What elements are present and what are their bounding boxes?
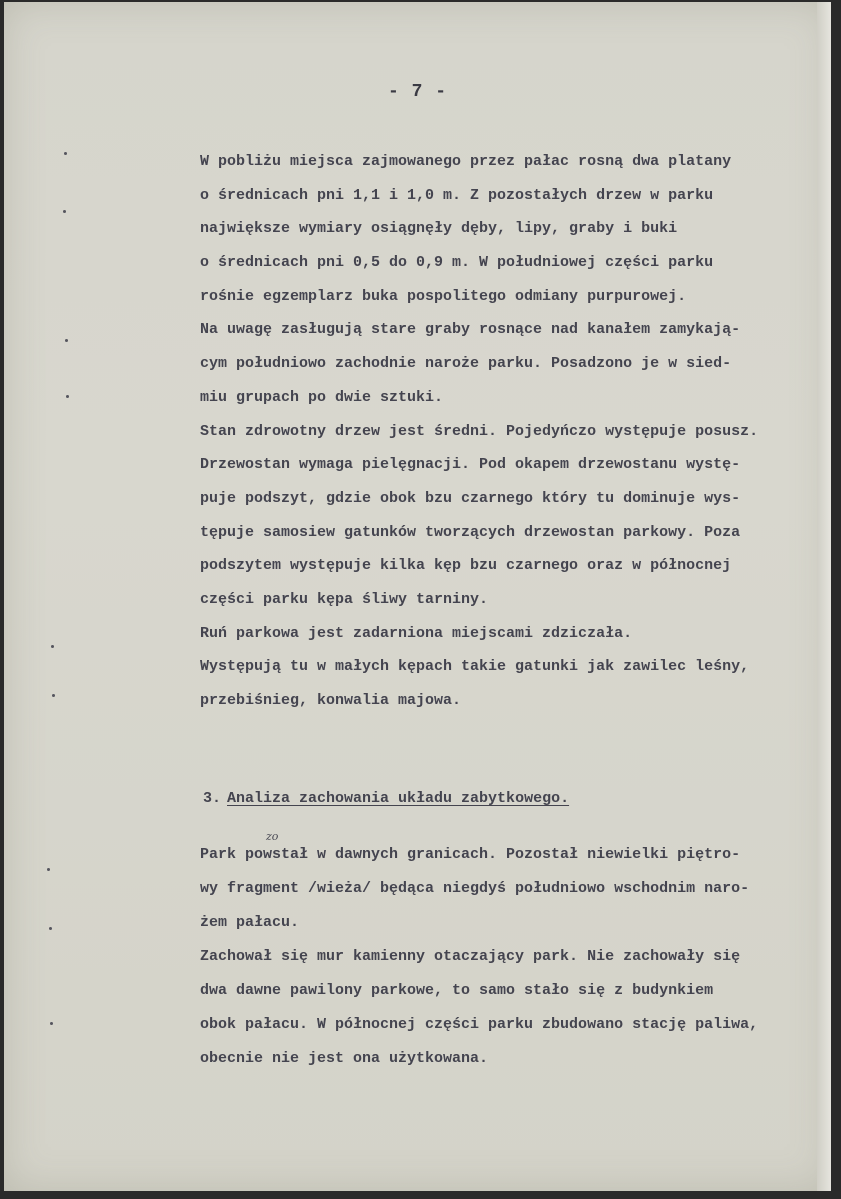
margin-mark	[66, 395, 69, 398]
text-line: przebiśnieg, konwalia majowa.	[200, 692, 462, 709]
text-line: Ruń parkowa jest zadarniona miejscami zdziczała.	[200, 624, 633, 642]
text-line: żem pałacu.	[200, 914, 300, 931]
text-line: obecnie nie jest ona użytkowana.	[200, 1050, 489, 1067]
document-page	[4, 2, 831, 1191]
text-line: o średnicach pni 0,5 do 0,9 m. W południowej części parku	[200, 254, 714, 272]
page-number: - 7 -	[387, 82, 447, 102]
margin-mark	[50, 1022, 53, 1025]
margin-mark	[47, 868, 50, 871]
margin-mark	[63, 210, 66, 213]
text-line: obok pałacu. W północnej części parku zbudowano stację paliwa,	[200, 1016, 759, 1033]
text-line: części parku kępa śliwy tarniny.	[200, 590, 489, 608]
text-line: Na uwagę zasługują stare graby rosnące nad kanałem zamykają-	[200, 321, 741, 339]
text-line: Występują tu w małych kępach takie gatunki jak zawilec leśny,	[200, 658, 750, 676]
margin-mark	[51, 645, 54, 648]
handwritten-annotation: zo	[266, 830, 279, 843]
text-line: największe wymiary osiągnęły dęby, lipy, graby i buki	[200, 220, 678, 238]
text-line: cym południowo zachodnie naroże parku. Posadzono je w sied-	[200, 355, 732, 373]
text-line: o średnicach pni 1,1 i 1,0 m. Z pozostałych drzew w parku	[200, 186, 714, 204]
margin-mark	[52, 694, 55, 697]
section-number: 3.	[203, 790, 222, 807]
section-heading	[203, 790, 569, 807]
text-line: Drzewostan wymaga pielęgnacji. Pod okapem drzewostanu wystę-	[200, 456, 741, 474]
text-line: rośnie egzemplarz buka pospolitego odmiany purpurowej.	[200, 287, 687, 305]
text-line: dwa dawne pawilony parkowe, to samo stało się z budynkiem	[200, 982, 714, 999]
text-line: tępuje samosiew gatunków tworzących drzewostan parkowy. Poza	[200, 523, 741, 541]
text-line: puje podszyt, gdzie obok bzu czarnego który tu dominuje wys-	[200, 489, 741, 507]
text-line: podszytem występuje kilka kęp bzu czarnego oraz w północnej	[200, 557, 732, 575]
paragraph-preservation	[200, 838, 830, 1076]
text-line: miu grupach po dwie sztuki.	[200, 388, 444, 406]
section-title: Analiza zachowania układu zabytkowego.	[227, 790, 570, 807]
text-line: Park powstał w dawnych granicach. Pozostał niewielki piętro-	[200, 846, 741, 863]
margin-mark	[65, 339, 68, 342]
margin-mark	[49, 927, 52, 930]
text-line: wy fragment /wieża/ będąca niegdyś południowo wschodnim naro-	[200, 880, 750, 897]
text-line: W pobliżu miejsca zajmowanego przez pałac rosną dwa platany	[200, 153, 732, 170]
text-line: Stan zdrowotny drzew jest średni. Pojedyńczo występuje posusz.	[200, 422, 759, 440]
margin-mark	[64, 152, 67, 155]
text-line: Zachował się mur kamienny otaczający park. Nie zachowały się	[200, 948, 741, 965]
paragraph-vegetation	[200, 145, 830, 718]
